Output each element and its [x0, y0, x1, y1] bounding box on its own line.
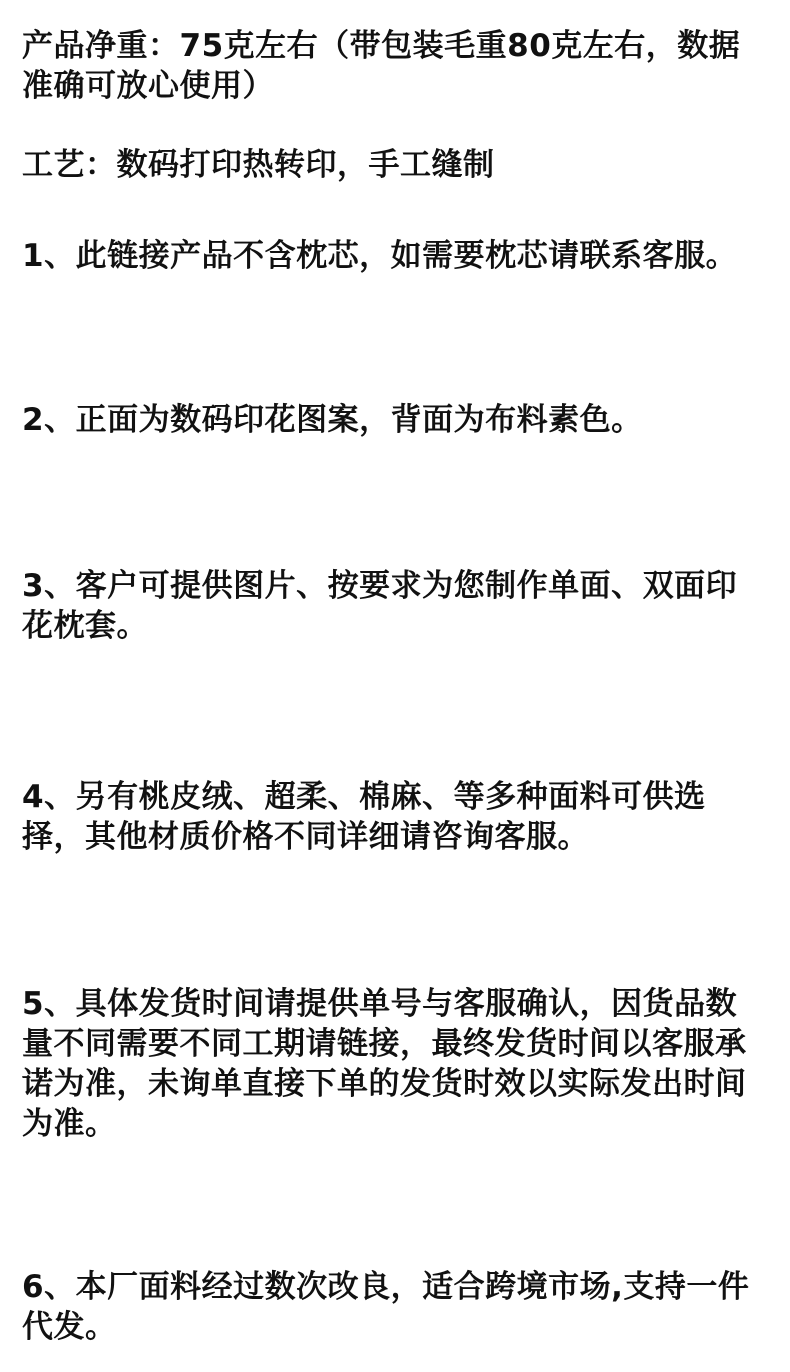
note-item: 3、客户可提供图片、按要求为您制作单面、双面印花枕套。 — [22, 568, 738, 644]
note-item: 6、本厂面料经过数次改良，适合跨境市场,支持一件代发。 — [22, 1269, 750, 1345]
net-weight-text: 产品净重：75克左右（带包装毛重80克左右，数据准确可放心使用） — [22, 28, 741, 104]
craft-text: 工艺：数码打印热转印，手工缝制 — [22, 147, 495, 183]
note-item: 5、具体发货时间请提供单号与客服确认，因货品数量不同需要不同工期请链接，最终发货时间以客服承诺为准，未询单直接下单的发货时效以实际发出时间为准。 — [22, 986, 747, 1142]
note-item: 4、另有桃皮绒、超柔、棉麻、等多种面料可供选择，其他材质价格不同详细请咨询客服。 — [22, 779, 706, 855]
note-item: 1、此链接产品不含枕芯，如需要枕芯请联系客服。 — [22, 238, 738, 274]
note-item: 2、正面为数码印花图案，背面为布料素色。 — [22, 402, 643, 438]
